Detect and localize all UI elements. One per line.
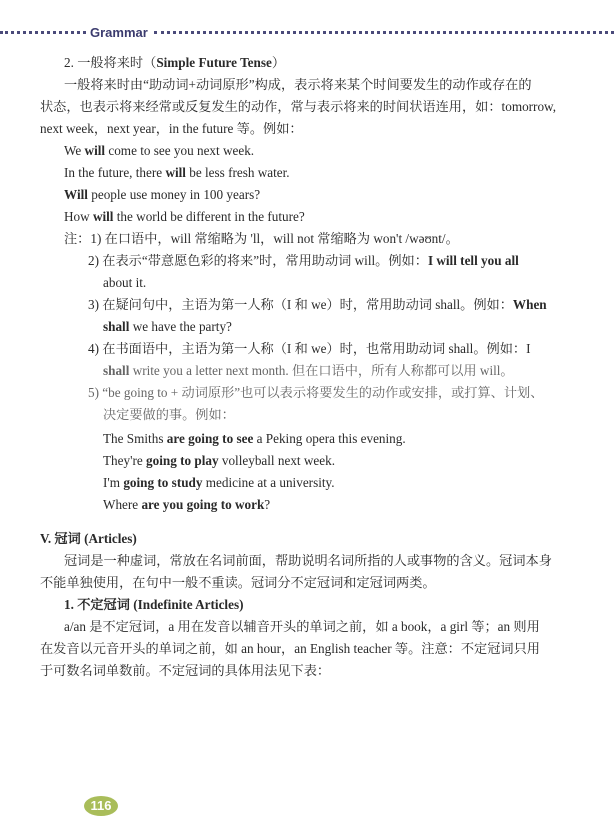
text: They're — [103, 453, 147, 468]
text: I'm — [103, 475, 124, 490]
text: next week，next year，in the future 等。例如： — [40, 121, 303, 136]
text-line — [40, 660, 330, 682]
bold-text: When — [512, 297, 547, 312]
bold-text: going to study — [123, 475, 203, 490]
bold-text: 1. 不定冠词 (Indefinite Articles) — [64, 597, 244, 612]
page-number: 116 — [84, 796, 118, 816]
text: 在发音以元音开头的单词之前，如 an hour，an English teacher 等。注意：不定冠词只用 — [40, 641, 540, 656]
text: we have the party? — [129, 319, 232, 334]
text-line — [103, 360, 514, 382]
header-dots-right — [154, 31, 614, 34]
text-line — [64, 206, 305, 228]
text-line — [103, 404, 235, 426]
text-line — [103, 472, 335, 494]
text: people use money in 100 years? — [87, 187, 261, 202]
text-line — [64, 184, 260, 206]
text: 于可数名词单数前。不定冠词的具体用法见下表： — [40, 663, 331, 678]
bold-text: will — [165, 165, 186, 180]
bold-text: V. 冠词 (Articles) — [40, 531, 137, 546]
text-line — [64, 616, 540, 638]
text-line — [40, 528, 137, 550]
text: ） — [271, 55, 286, 70]
text: volleyball next week. — [218, 453, 336, 468]
text: about it. — [103, 275, 147, 290]
text-line — [88, 294, 547, 316]
text-line — [40, 572, 436, 594]
text: be less fresh water. — [185, 165, 290, 180]
text: How — [64, 209, 93, 224]
text: 不能单独使用，在句中一般不重读。冠词分不定冠词和定冠词两类。 — [40, 575, 436, 590]
text-line — [40, 638, 540, 660]
text-line — [88, 382, 543, 404]
text-line — [64, 52, 285, 74]
bold-text: will — [92, 209, 114, 224]
text-line — [103, 272, 146, 294]
text-line — [40, 96, 556, 118]
text-line — [103, 316, 232, 338]
text: 5) “be going to + 动词原形”也可以表示将要发生的动作或安排，或打算、计划、 — [88, 385, 544, 400]
text-line — [40, 118, 303, 140]
text-line — [64, 140, 254, 162]
bold-text: I will tell you all — [427, 253, 519, 268]
text: 注：1) 在口语中，will 常缩略为 'll，will not 常缩略为 won't /wəʊnt/。 — [64, 231, 459, 246]
text: 2. 一般将来时（ — [64, 55, 157, 70]
text: 2) 在表示“带意愿色彩的将来”时，常用助动词 will。例如： — [88, 253, 428, 268]
text: write you a letter next month. 但在口语中，所有人称都可以用 will。 — [129, 363, 514, 378]
text: The Smiths — [103, 431, 167, 446]
text: a Peking opera this evening. — [253, 431, 406, 446]
text: medicine at a university. — [202, 475, 335, 490]
text-line — [88, 338, 531, 360]
text-line — [64, 550, 552, 572]
text-line — [64, 228, 459, 250]
text-line — [103, 450, 335, 472]
text-line — [88, 250, 519, 272]
text: In the future, there — [64, 165, 166, 180]
bold-text: shall — [103, 319, 130, 334]
text-line — [64, 74, 532, 96]
text: Where — [103, 497, 142, 512]
text: 3) 在疑问句中，主语为第一人称（I 和 we）时，常用助动词 shall。例如： — [88, 297, 513, 312]
section-label: Grammar — [90, 24, 148, 40]
bold-text: Will — [64, 187, 88, 202]
text: come to see you next week. — [105, 143, 255, 158]
bold-text: are you going to work — [141, 497, 265, 512]
bold-text: Simple Future Tense — [156, 55, 272, 70]
text: 4) 在书面语中，主语为第一人称（I 和 we）时，也常用助动词 shall。例如：I — [88, 341, 531, 356]
text-line — [103, 428, 406, 450]
running-header — [0, 22, 614, 42]
bold-text: shall — [103, 363, 130, 378]
text: 一般将来时由“助动词+动词原形”构成，表示将来某个时间要发生的动作或存在的 — [64, 77, 532, 92]
text: 状态，也表示将来经常或反复发生的动作，常与表示将来的时间状语连用，如：tomorrow, — [40, 99, 557, 114]
bold-text: are going to see — [166, 431, 254, 446]
text: a/an 是不定冠词，a 用在发音以辅音开头的单词之前，如 a book，a girl 等；an 则用 — [64, 619, 540, 634]
text: ? — [264, 497, 271, 512]
text-line — [64, 162, 290, 184]
text-line — [64, 594, 243, 616]
text: 冠词是一种虚词，常放在名词前面，帮助说明名词所指的人或事物的含义。冠词本身 — [64, 553, 552, 568]
bold-text: going to play — [146, 453, 219, 468]
text: 决定要做的事。例如： — [103, 407, 235, 422]
header-dots-left — [0, 31, 86, 34]
bold-text: will — [84, 143, 106, 158]
text: We — [64, 143, 85, 158]
text-line — [103, 494, 270, 516]
text: the world be different in the future? — [113, 209, 305, 224]
